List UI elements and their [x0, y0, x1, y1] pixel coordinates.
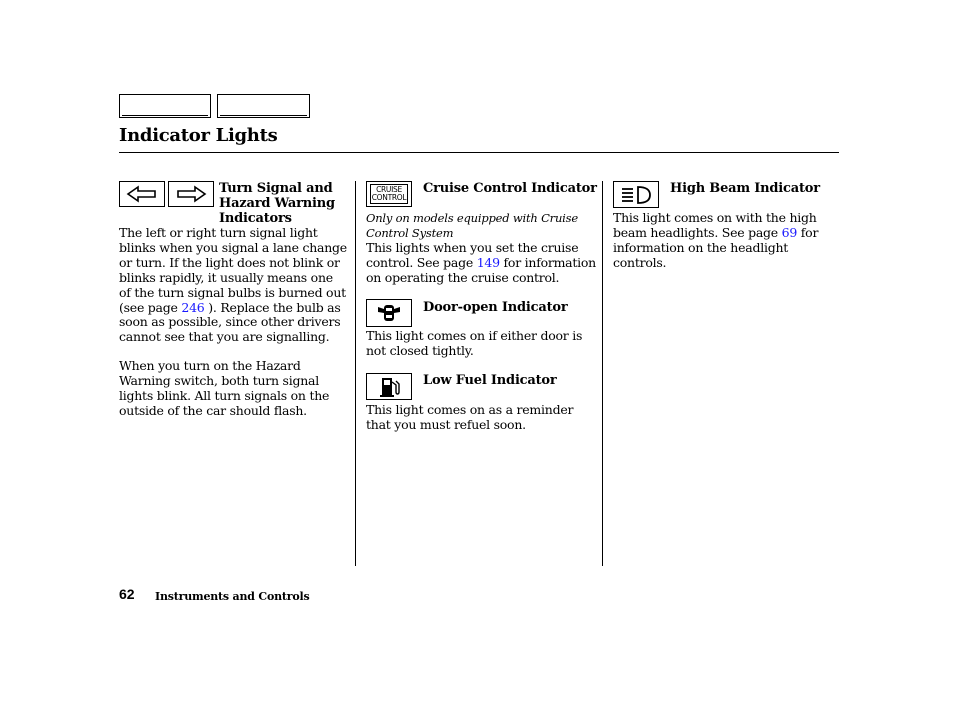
turn-signal-heading-line-2: Hazard Warning: [219, 196, 335, 211]
cruise-icon-text-2: CONTROL: [371, 193, 407, 202]
cruise-note: [366, 211, 598, 241]
text-line: When you turn on the Hazard: [119, 358, 301, 373]
page-link-246[interactable]: 246: [181, 299, 205, 315]
low-fuel-heading: Low Fuel Indicator: [423, 373, 557, 388]
text-line: This light comes on as a reminder: [366, 402, 574, 417]
text-line: [613, 226, 839, 241]
high-beam-paragraph: [613, 211, 839, 271]
turn-signal-paragraph-1: [119, 226, 351, 345]
page-link-149[interactable]: 149: [476, 254, 500, 270]
column-divider-1: [355, 181, 356, 566]
nav-button-previous[interactable]: [119, 94, 211, 118]
note-line: Control System: [366, 225, 454, 240]
high-beam-icon: [613, 181, 659, 208]
see-page-prefix: control. See page: [366, 254, 477, 270]
turn-signal-heading: [219, 181, 335, 226]
see-page-prefix: (see page: [119, 299, 178, 315]
right-arrow-icon: [168, 181, 214, 207]
page-title: Indicator Lights: [119, 125, 278, 146]
door-open-heading: Door-open Indicator: [423, 300, 568, 315]
text-line: This light comes on with the high: [613, 210, 817, 225]
text-line: not closed tightly.: [366, 342, 474, 358]
text-line: or turn. If the light does not blink or: [119, 254, 340, 270]
cruise-icon-text-1: CRUISE: [376, 185, 402, 194]
see-page-suffix: for information: [499, 254, 596, 270]
text-line: Warning switch, both turn signal: [119, 372, 319, 388]
text-line: soon as possible, since other drivers: [119, 314, 341, 330]
cruise-control-icon: [366, 181, 412, 207]
cruise-heading: Cruise Control Indicator: [423, 181, 597, 196]
page-number: 62: [119, 586, 135, 602]
turn-signal-paragraph-2: [119, 359, 351, 419]
turn-signal-heading-line-3: Indicators: [219, 211, 292, 226]
section-name: Instruments and Controls: [155, 590, 310, 603]
door-open-paragraph: [366, 329, 598, 359]
fuel-pump-icon: [366, 373, 412, 400]
see-page-suffix: ). Replace the bulb as: [204, 299, 341, 315]
text-line: information on the headlight: [613, 239, 789, 255]
door-open-icon: [366, 299, 412, 327]
text-line: blinks rapidly, it usually means one: [119, 269, 333, 285]
nav-button-contents[interactable]: [217, 94, 310, 118]
column-divider-2: [602, 181, 603, 566]
text-line: blinks when you signal a lane change: [119, 239, 347, 255]
text-line: The left or right turn signal light: [119, 225, 318, 240]
text-line: [119, 301, 351, 316]
left-arrow-icon: [119, 181, 165, 207]
text-line: [366, 256, 598, 271]
text-line: on operating the cruise control.: [366, 269, 560, 285]
cruise-paragraph: [366, 241, 598, 286]
text-line: This light comes on if either door is: [366, 328, 583, 343]
text-line: cannot see that you are signalling.: [119, 329, 330, 345]
see-page-suffix: for: [797, 224, 819, 240]
text-line: outside of the car should flash.: [119, 402, 307, 418]
high-beam-heading: High Beam Indicator: [670, 181, 820, 196]
page-link-69[interactable]: 69: [781, 224, 798, 240]
text-line: lights blink. All turn signals on the: [119, 387, 330, 403]
text-line: This lights when you set the cruise: [366, 240, 579, 255]
note-line: Only on models equipped with Cruise: [366, 211, 578, 225]
see-page-prefix: beam headlights. See page: [613, 224, 782, 240]
text-line: of the turn signal bulbs is burned out: [119, 284, 346, 300]
title-rule: [119, 152, 839, 153]
text-line: controls.: [613, 254, 667, 270]
text-line: that you must refuel soon.: [366, 416, 526, 432]
low-fuel-paragraph: [366, 403, 598, 433]
turn-signal-heading-line-1: Turn Signal and: [219, 181, 333, 196]
